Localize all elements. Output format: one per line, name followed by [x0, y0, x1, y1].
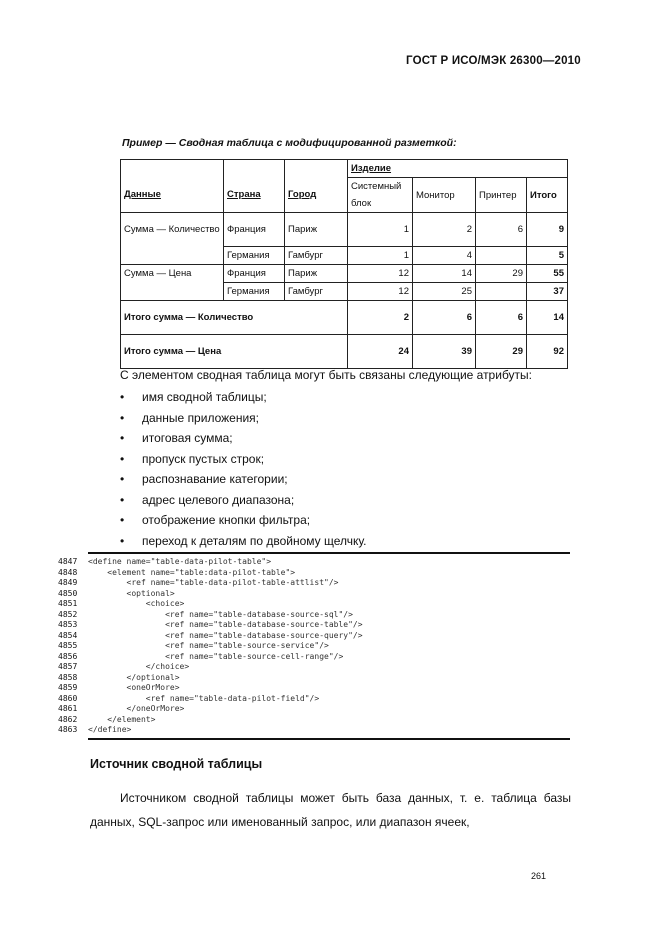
table-cell: 6 [476, 213, 527, 247]
table-cell: Германия [224, 283, 285, 301]
bullet-icon: • [120, 492, 125, 507]
list-item [120, 408, 367, 429]
code-line [58, 683, 363, 694]
table-cell [121, 283, 224, 301]
table-cell: 9 [527, 213, 568, 247]
table-cell: 25 [413, 283, 476, 301]
table-cell: 1 [348, 213, 413, 247]
table-cell: 14 [527, 301, 568, 335]
list-item [120, 490, 367, 511]
table-cell: 12 [348, 283, 413, 301]
list-item [120, 469, 367, 490]
list-item-text: данные приложения; [142, 410, 259, 425]
table-cell: Париж [285, 213, 348, 247]
code-text: <ref name="table-source-service"/> [88, 641, 329, 650]
code-line [58, 620, 363, 631]
code-text: </oneOrMore> [88, 704, 185, 713]
total-label: Итого сумма — Цена [121, 335, 348, 369]
code-text: <ref name="table-database-source-query"/> [88, 630, 363, 640]
total-label: Итого сумма — Количество [121, 301, 348, 335]
code-line [58, 568, 363, 579]
bullet-icon: • [120, 472, 125, 486]
line-number: 4856 [58, 651, 78, 661]
code-text: </define> [88, 725, 132, 734]
code-text: <optional> [88, 588, 175, 598]
code-text: </element> [88, 714, 156, 724]
code-text: <ref name="table-data-pilot-field"/> [88, 693, 320, 703]
line-number: 4848 [58, 567, 78, 577]
code-text: <ref name="table-source-cell-range"/> [88, 651, 344, 661]
table-cell: Франция [224, 265, 285, 283]
list-item-text: переход к деталям по двойному щелчку. [142, 533, 367, 548]
table-cell: Гамбург [285, 247, 348, 265]
code-line [58, 704, 363, 715]
table-cell [476, 283, 527, 301]
bullet-icon: • [120, 410, 125, 425]
code-text: <define name="table-data-pilot-table"> [88, 557, 272, 566]
table-cell: Германия [224, 247, 285, 265]
list-item-text: отображение кнопки фильтра; [142, 513, 311, 527]
line-number: 4852 [58, 609, 78, 619]
body-paragraph: Источником сводной таблицы может быть база данных, т. е. таблица базы данных, SQL-запрос или именованный запрос, или диапазон ячеек, [90, 791, 571, 829]
line-number: 4850 [58, 588, 78, 598]
table-row [121, 160, 568, 178]
table-cell: 37 [527, 283, 568, 301]
code-line [58, 715, 363, 726]
list-item [120, 449, 367, 470]
list-item [120, 387, 367, 408]
attributes-intro: С элементом сводная таблица могут быть связаны следующие атрибуты: [120, 368, 533, 382]
table-cell [476, 247, 527, 265]
line-number: 4847 [58, 557, 78, 566]
code-line [58, 557, 363, 568]
code-line [58, 662, 363, 673]
line-number: 4851 [58, 599, 78, 608]
table-row [121, 265, 568, 283]
table-cell: Париж [285, 265, 348, 283]
code-line [58, 652, 363, 663]
table-row [121, 301, 568, 335]
line-number: 4858 [58, 672, 78, 682]
line-number: 4855 [58, 641, 78, 650]
code-text: <oneOrMore> [88, 683, 180, 692]
table-cell: 1 [348, 247, 413, 265]
code-line [58, 631, 363, 642]
table-cell: 55 [527, 265, 568, 283]
table-cell: 6 [476, 301, 527, 335]
table-row [121, 283, 568, 301]
column-header: Город [285, 178, 348, 213]
table-cell [121, 247, 224, 265]
code-bottom-rule [88, 738, 570, 740]
group-header: Изделие [348, 160, 568, 178]
table-row [121, 335, 568, 369]
list-item-text: имя сводной таблицы; [142, 390, 267, 404]
table-cell: 12 [348, 265, 413, 283]
table-cell: Сумма — Количество [121, 213, 224, 247]
line-number: 4857 [58, 662, 78, 671]
code-line [58, 610, 363, 621]
line-number: 4859 [58, 683, 78, 692]
column-header: Итого [527, 178, 568, 213]
table-cell: 14 [413, 265, 476, 283]
line-number: 4849 [58, 578, 78, 587]
table-cell: 92 [527, 335, 568, 369]
code-text: <element name="table:data-pilot-table"> [88, 567, 296, 577]
table-cell: 6 [413, 301, 476, 335]
code-line [58, 578, 363, 589]
section-title: Источник сводной таблицы [90, 757, 263, 771]
list-item-text: адрес целевого диапазона; [142, 492, 295, 507]
line-number: 4854 [58, 630, 78, 640]
bullet-icon: • [120, 451, 125, 466]
code-text: <ref name="table-database-source-sql"/> [88, 609, 353, 619]
table-cell: Сумма — Цена [121, 265, 224, 283]
code-text: <ref name="table-data-pilot-table-attlist"/> [88, 578, 339, 587]
table-row [121, 247, 568, 265]
attribute-list [120, 387, 367, 551]
code-line [58, 641, 363, 652]
table-cell: 4 [413, 247, 476, 265]
table-cell: 29 [476, 265, 527, 283]
column-header: Страна [224, 178, 285, 213]
list-item-text: пропуск пустых строк; [142, 451, 265, 466]
table-cell: 24 [348, 335, 413, 369]
table-cell: 5 [527, 247, 568, 265]
table-cell: 29 [476, 335, 527, 369]
code-text: <ref name="table-database-source-table"/> [88, 620, 363, 629]
column-header: Системный блок [348, 178, 413, 213]
bullet-icon: • [120, 431, 125, 445]
list-item [120, 428, 367, 449]
code-line [58, 694, 363, 705]
code-top-rule [88, 552, 570, 554]
bullet-icon: • [120, 533, 125, 548]
column-header: Принтер [476, 178, 527, 213]
table-cell: 39 [413, 335, 476, 369]
line-number: 4862 [58, 714, 78, 724]
code-line [58, 599, 363, 610]
column-header: Монитор [413, 178, 476, 213]
table-cell: 2 [348, 301, 413, 335]
table-row [121, 213, 568, 247]
list-item [120, 531, 367, 552]
table-cell: 2 [413, 213, 476, 247]
list-item-text: распознавание категории; [142, 472, 288, 486]
pivot-table [120, 159, 568, 369]
code-line [58, 589, 363, 600]
table-cell: Франция [224, 213, 285, 247]
list-item-text: итоговая сумма; [142, 431, 233, 445]
code-text: </optional> [88, 672, 180, 682]
document-header: ГОСТ Р ИСО/МЭК 26300—2010 [406, 55, 581, 67]
table-row [121, 178, 568, 213]
page-number: 261 [531, 871, 547, 881]
column-header: Данные [121, 178, 224, 213]
line-number: 4861 [58, 704, 78, 713]
line-number: 4860 [58, 693, 78, 703]
code-text: <choice> [88, 599, 185, 608]
table-cell: Гамбург [285, 283, 348, 301]
code-line [58, 725, 363, 736]
code-line [58, 673, 363, 684]
list-item [120, 510, 367, 531]
bullet-icon: • [120, 390, 125, 404]
bullet-icon: • [120, 513, 125, 527]
code-listing [58, 557, 363, 736]
code-text: </choice> [88, 662, 190, 671]
example-title: Пример — Сводная таблица с модифицированной разметкой: [122, 137, 457, 149]
line-number: 4863 [58, 725, 78, 734]
line-number: 4853 [58, 620, 78, 629]
